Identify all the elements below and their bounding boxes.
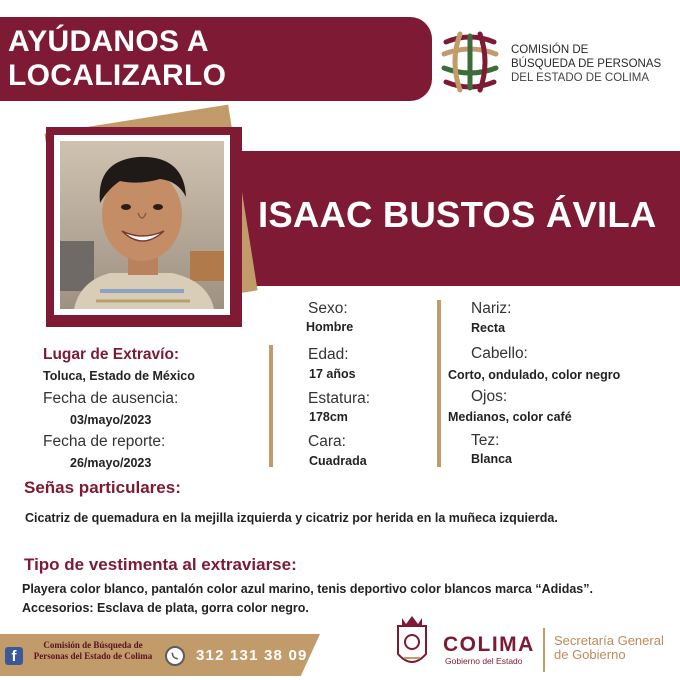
reporte-label: Fecha de reporte: bbox=[43, 433, 166, 450]
org-line-2: BÚSQUEDA DE PERSONAS bbox=[511, 58, 662, 70]
colima-wordmark: COLIMA bbox=[443, 633, 535, 656]
vestimenta-title: Tipo de vestimenta al extraviarse: bbox=[24, 555, 297, 574]
lugar-value: Toluca, Estado de México bbox=[43, 369, 195, 383]
estatura-value: 178cm bbox=[309, 410, 348, 424]
cara-value: Cuadrada bbox=[309, 454, 367, 468]
colima-crest-icon bbox=[392, 614, 432, 672]
photo-frame bbox=[54, 135, 230, 315]
footer-divider bbox=[543, 628, 545, 672]
footer-org-name: Comisión de Búsqueda de Personas del Estado de Colima bbox=[33, 640, 153, 661]
cabello-label: Cabello: bbox=[471, 345, 528, 362]
ojos-value: Medianos, color café bbox=[448, 410, 572, 424]
header-banner bbox=[0, 17, 432, 101]
tez-value: Blanca bbox=[471, 452, 512, 466]
lugar-label: Lugar de Extravío: bbox=[43, 346, 180, 363]
facebook-icon[interactable]: f bbox=[5, 647, 23, 665]
vestimenta-line-2: Accesorios: Esclava de plata, gorra color negro. bbox=[22, 601, 309, 615]
person-photo bbox=[60, 141, 224, 309]
nariz-label: Nariz: bbox=[471, 300, 512, 317]
ojos-label: Ojos: bbox=[471, 388, 508, 405]
divider-right bbox=[437, 300, 441, 467]
sexo-value: Hombre bbox=[306, 320, 354, 334]
vestimenta-line-1: Playera color blanco, pantalón color azul marino, tenis deportivo color blancos marca “Adidas”. bbox=[22, 582, 593, 596]
person-name: ISAAC BUSTOS ÁVILA bbox=[258, 194, 657, 235]
phone-number[interactable]: 312 131 38 09 bbox=[196, 647, 308, 664]
tez-label: Tez: bbox=[471, 432, 500, 449]
senas-title: Señas particulares: bbox=[24, 478, 181, 497]
whatsapp-icon[interactable] bbox=[165, 646, 185, 666]
senas-text: Cicatriz de quemadura en la mejilla izquierda y cicatriz por herida en la muñeca izquierda. bbox=[25, 511, 558, 525]
cara-label: Cara: bbox=[308, 433, 346, 450]
colima-subtitle: Gobierno del Estado bbox=[445, 656, 523, 666]
ausencia-value: 03/mayo/2023 bbox=[70, 413, 152, 427]
header-title: AYÚDANOS A LOCALIZARLO bbox=[8, 25, 227, 92]
sexo-label: Sexo: bbox=[308, 300, 348, 317]
estatura-label: Estatura: bbox=[308, 390, 371, 407]
cabello-value: Corto, ondulado, color negro bbox=[448, 368, 621, 382]
reporte-value: 26/mayo/2023 bbox=[70, 456, 152, 470]
edad-value: 17 años bbox=[309, 367, 356, 381]
nariz-value: Recta bbox=[471, 321, 506, 335]
divider-left bbox=[269, 345, 273, 467]
comision-logo-icon bbox=[436, 28, 504, 96]
org-line-3: DEL ESTADO DE COLIMA bbox=[511, 72, 650, 84]
edad-label: Edad: bbox=[308, 346, 349, 363]
secretaria-general: Secretaría General de Gobierno bbox=[554, 633, 664, 662]
org-logo-text bbox=[511, 43, 680, 85]
ausencia-label: Fecha de ausencia: bbox=[43, 390, 179, 407]
org-line-1: COMISIÓN DE bbox=[511, 44, 589, 56]
